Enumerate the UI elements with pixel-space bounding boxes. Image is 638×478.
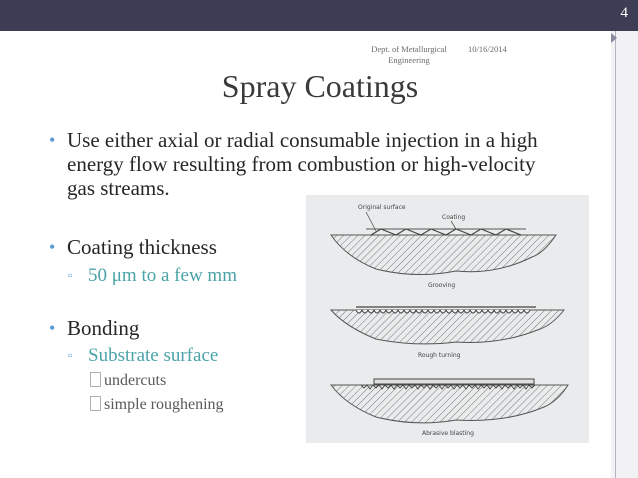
grooves (371, 229, 521, 235)
figure-drawing (306, 195, 589, 443)
slide-top-bar (0, 0, 638, 31)
bullet-text: Bonding (67, 316, 140, 340)
bullet-item (49, 128, 538, 200)
gutter-divider (615, 31, 616, 478)
bullet-item (49, 235, 217, 259)
sub-sub-bullet-text: undercuts (104, 372, 167, 389)
label-original-surface: Original surface (358, 204, 406, 211)
label-rough-turning: Rough turning (418, 352, 461, 359)
sub-bullet-item (68, 265, 237, 287)
sub-sub-bullet-item (90, 372, 166, 390)
bullet-dot-icon: • (49, 318, 56, 338)
coating-layer (374, 379, 534, 384)
missing-glyph-icon (90, 396, 101, 411)
bullet-line: Use either axial or radial consumable injection in a high (67, 128, 538, 152)
bullet-line: gas streams. (67, 176, 170, 200)
grooved-substrate (331, 235, 556, 275)
slide-title: Spray Coatings (221, 68, 419, 104)
page-number: 4 (620, 5, 628, 21)
leader-line (366, 212, 376, 231)
triangle-marker-icon (611, 33, 617, 43)
bullet-dot-icon: • (49, 237, 56, 257)
sub-sub-bullet-text: simple roughening (104, 396, 224, 413)
bullet-dot-icon: • (49, 130, 56, 150)
bullet-text: Coating thickness (67, 235, 217, 259)
label-coating: Coating (442, 214, 466, 221)
sub-bullet-item (68, 345, 219, 367)
label-grooving: Grooving (428, 282, 456, 289)
sub-sub-bullet-item (90, 396, 224, 414)
leader-line (451, 221, 456, 229)
turned-ridges (356, 310, 530, 313)
rough-turned-substrate (331, 310, 564, 344)
square-bullet-icon: ▫ (68, 348, 73, 362)
bullet-item (49, 316, 140, 340)
sub-bullet-text: 50 μm to a few mm (88, 265, 237, 286)
footer-department: Dept. of Metallurgical Engineering (371, 44, 447, 65)
bullet-line: energy flow resulting from combustion or high-velocity (67, 152, 536, 176)
footer-date: 10/16/2014 (468, 44, 507, 54)
surface-preparation-figure (306, 195, 589, 443)
missing-glyph-icon (90, 372, 101, 387)
sub-bullet-text: Substrate surface (88, 345, 219, 366)
blasted-substrate (331, 385, 568, 423)
right-gutter (611, 31, 638, 478)
label-abrasive-blasting: Abrasive blasting (422, 430, 474, 437)
square-bullet-icon: ▫ (68, 268, 73, 282)
